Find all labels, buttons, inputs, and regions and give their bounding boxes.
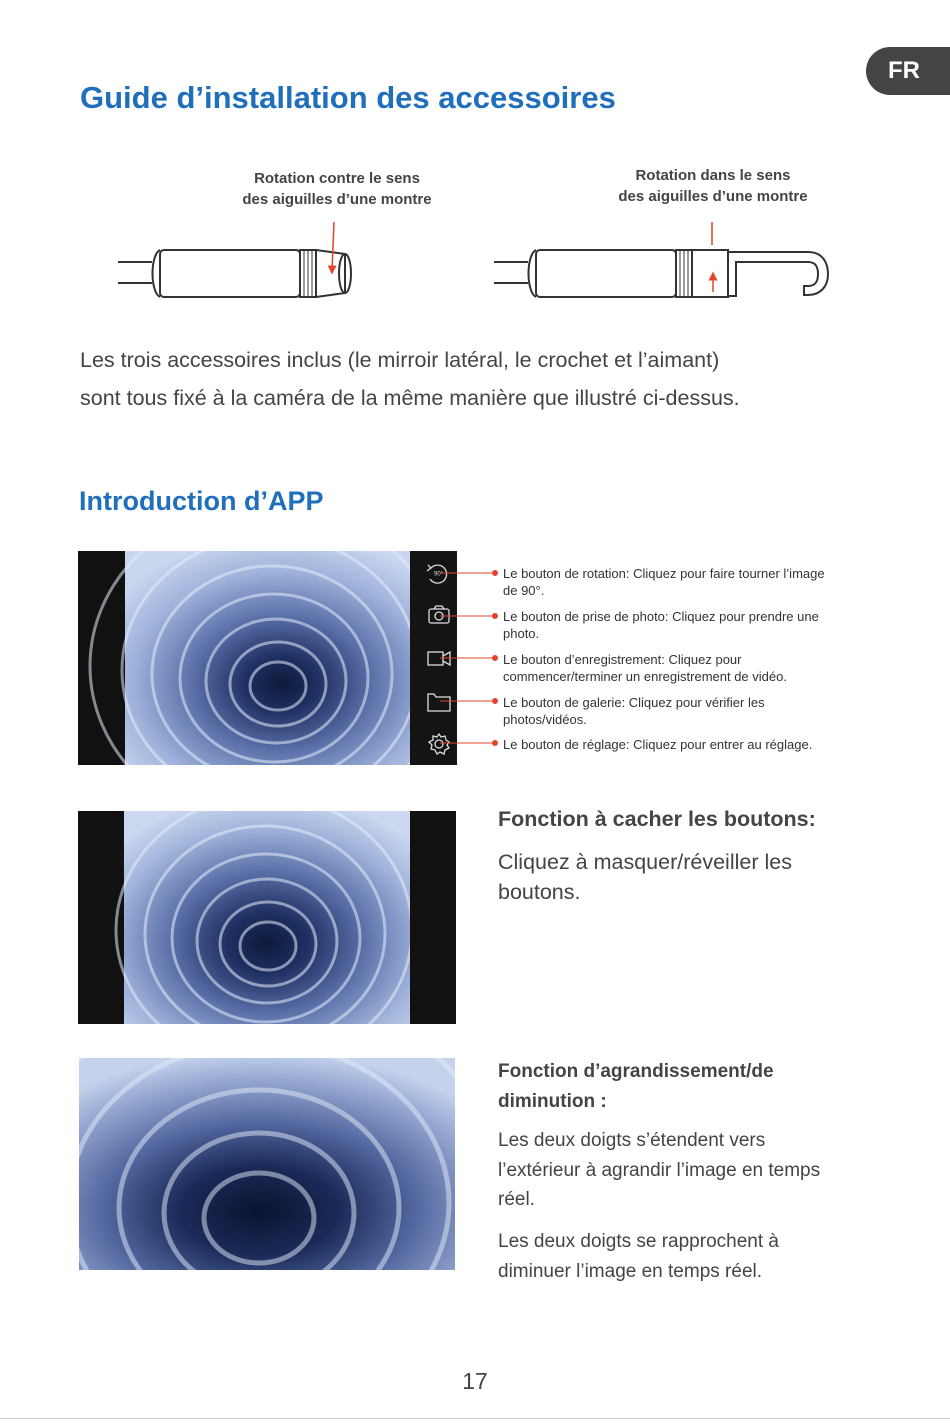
zoom-text-pinch: Les deux doigts se rapprochent à diminuer l’image en temps réel. (498, 1231, 779, 1282)
app-screenshot-with-buttons (78, 551, 457, 765)
callout-settings: Le bouton de réglage: Cliquez pour entrer au réglage. (503, 737, 813, 752)
installation-diagram (0, 0, 950, 320)
section-title-app-intro: Introduction d’APP (79, 486, 324, 516)
app-screenshot-zoomed (79, 1058, 455, 1270)
label-counterclockwise: Rotation contre le sens des aiguilles d’une montre (242, 170, 432, 208)
camera-with-mirror-illustration (118, 250, 351, 297)
hide-buttons-text: Cliquez à masquer/réveiller les boutons. (498, 850, 792, 904)
language-tab: FR (866, 47, 950, 95)
callout-leaders (440, 560, 500, 760)
page-number: 17 (462, 1368, 488, 1394)
zoom-title: Fonction d’agrandissement/de diminution : (498, 1061, 774, 1112)
callout-record: Le bouton d’enregistrement: Cliquez pour commencer/terminer un enregistrement de vidéo. (503, 652, 787, 684)
app-screenshot-hidden-buttons (78, 811, 456, 1024)
camera-with-hook-illustration (494, 250, 828, 297)
label-clockwise: Rotation dans le sens des aiguilles d’une montre (618, 167, 808, 205)
hide-buttons-title: Fonction à cacher les boutons: (498, 807, 816, 831)
svg-text:90°: 90° (434, 571, 444, 578)
bottom-divider (0, 1418, 950, 1419)
callout-photo: Le bouton de prise de photo: Cliquez pour prendre une photo. (503, 609, 819, 641)
accessories-paragraph: Les trois accessoires inclus (le mirroir latéral, le crochet et l’aimant) sont tous fixé à la caméra de la même manière que illustré ci-dessus. (80, 348, 740, 410)
callout-gallery: Le bouton de galerie: Cliquez pour vérifier les photos/vidéos. (503, 695, 765, 727)
callout-rotation: Le bouton de rotation: Cliquez pour faire tourner l’image de 90°. (503, 566, 825, 598)
ccw-arrow (332, 222, 334, 270)
zoom-text-expand: Les deux doigts s’étendent vers l’extérieur à agrandir l’image en temps réel. (498, 1130, 821, 1210)
section-title-installation: Guide d’installation des accessoires (80, 80, 616, 115)
